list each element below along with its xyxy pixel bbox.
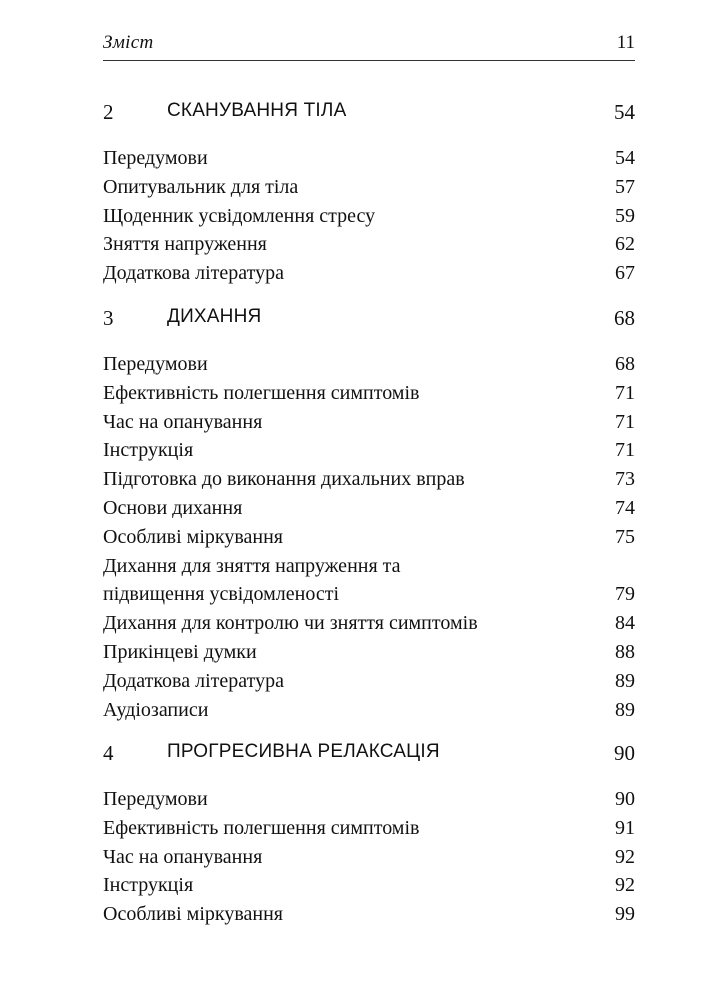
toc-entry[interactable] — [103, 202, 635, 231]
toc-entry-title: Ефективність полегшення симптомів — [103, 816, 420, 839]
toc-entry-page: 91 — [615, 816, 635, 839]
chapter-heading[interactable] — [103, 306, 635, 338]
toc-entry-title: Додаткова література — [103, 262, 284, 285]
toc-entry[interactable] — [103, 814, 635, 843]
toc-entry-title: Щоденник усвідомлення стресу — [103, 204, 376, 227]
toc-entry-title: Інструкція — [103, 874, 194, 897]
toc-entry[interactable] — [103, 408, 635, 437]
toc-entry[interactable] — [103, 523, 635, 552]
toc-entries — [103, 350, 635, 724]
toc-entry-title: Опитувальник для тіла — [103, 175, 299, 198]
toc-entry-title: Передумови — [103, 147, 208, 169]
toc-entry[interactable] — [103, 350, 635, 379]
toc-entry-title: Додаткова література — [103, 669, 284, 692]
toc-entry[interactable] — [103, 465, 635, 494]
toc-entry-title: Ефективність полегшення симптомів — [103, 381, 420, 404]
toc-entry-title: Основи дихання — [103, 496, 243, 519]
toc-entry-page: 71 — [615, 410, 635, 433]
toc-entry[interactable] — [103, 552, 635, 610]
toc-entry-page: 59 — [615, 204, 635, 227]
toc-entry[interactable] — [103, 900, 635, 929]
toc-chapter-2 — [103, 100, 635, 288]
toc-entry-title: Прикінцеві думки — [103, 640, 257, 663]
chapter-number: 2 — [103, 100, 114, 124]
toc-entry-title: Аудіозаписи — [103, 698, 209, 721]
toc-entry[interactable] — [103, 494, 635, 523]
toc-entry-title: Час на опанування — [103, 410, 263, 433]
toc-entry-title: Дихання для контролю чи зняття симптомів — [103, 612, 478, 635]
toc-entry-page: 92 — [615, 845, 635, 868]
toc-entry-title: Підготовка до виконання дихальних вправ — [103, 468, 465, 491]
toc-entry[interactable] — [103, 785, 635, 814]
toc-entries — [103, 785, 635, 929]
toc-entry[interactable] — [103, 144, 635, 173]
toc-entry-page: 79 — [615, 583, 635, 606]
toc-entry[interactable] — [103, 609, 635, 638]
toc-entry-page: 90 — [615, 788, 635, 810]
toc-entry-title: Особливі міркування — [103, 903, 283, 926]
toc-entry-page: 74 — [615, 496, 635, 519]
chapter-title: СКАНУВАННЯ ТІЛА — [167, 100, 347, 121]
toc-entry[interactable] — [103, 379, 635, 408]
chapter-page: 68 — [614, 306, 635, 330]
toc-entry-page: 54 — [615, 147, 635, 169]
running-header-title: Зміст — [103, 32, 154, 53]
toc-entry-title: Інструкція — [103, 439, 194, 462]
chapter-page: 54 — [614, 100, 635, 124]
toc-entry-page: 89 — [615, 669, 635, 692]
toc-entry[interactable] — [103, 173, 635, 202]
chapter-number: 4 — [103, 741, 114, 765]
chapter-number: 3 — [103, 306, 114, 330]
toc-entry-page: 92 — [615, 874, 635, 897]
toc-entry[interactable] — [103, 230, 635, 259]
toc-entry-page: 84 — [615, 612, 635, 635]
toc-entry-title: Передумови — [103, 788, 208, 810]
toc-entry-page: 62 — [615, 233, 635, 256]
chapter-heading[interactable] — [103, 741, 635, 773]
toc-entry-page: 71 — [615, 381, 635, 404]
toc-entry[interactable] — [103, 696, 635, 725]
chapter-title: ДИХАННЯ — [167, 306, 262, 327]
toc-entry-page: 89 — [615, 698, 635, 721]
toc-chapter-4 — [103, 741, 635, 929]
toc-entry-title: Час на опанування — [103, 845, 263, 868]
toc-entry-page: 68 — [615, 353, 635, 375]
toc-entry-page: 57 — [615, 175, 635, 198]
toc-entry[interactable] — [103, 638, 635, 667]
toc-entry-page: 75 — [615, 525, 635, 548]
toc-chapter-3 — [103, 306, 635, 724]
toc-entry-title: Особливі міркування — [103, 525, 283, 548]
toc-entry-page: 88 — [615, 640, 635, 663]
toc-entry-page: 99 — [615, 903, 635, 926]
page-number: 11 — [616, 32, 635, 53]
toc-entry-title: Передумови — [103, 353, 208, 375]
toc-entry-page: 67 — [615, 262, 635, 285]
running-header — [103, 32, 635, 61]
chapter-heading[interactable] — [103, 100, 635, 132]
chapter-title: ПРОГРЕСИВНА РЕЛАКСАЦІЯ — [167, 741, 440, 762]
toc-entries — [103, 144, 635, 288]
toc-entry[interactable] — [103, 436, 635, 465]
toc-entry[interactable] — [103, 259, 635, 288]
toc-entry-page: 71 — [615, 439, 635, 462]
toc-entry-page: 73 — [615, 468, 635, 491]
toc-entry[interactable] — [103, 843, 635, 872]
toc-entry-title: Дихання для зняття напруження та підвищення усвідомленості — [103, 554, 401, 606]
toc-entry[interactable] — [103, 871, 635, 900]
chapter-page: 90 — [614, 741, 635, 765]
toc-entry-title: Зняття напруження — [103, 233, 267, 256]
toc-entry[interactable] — [103, 667, 635, 696]
